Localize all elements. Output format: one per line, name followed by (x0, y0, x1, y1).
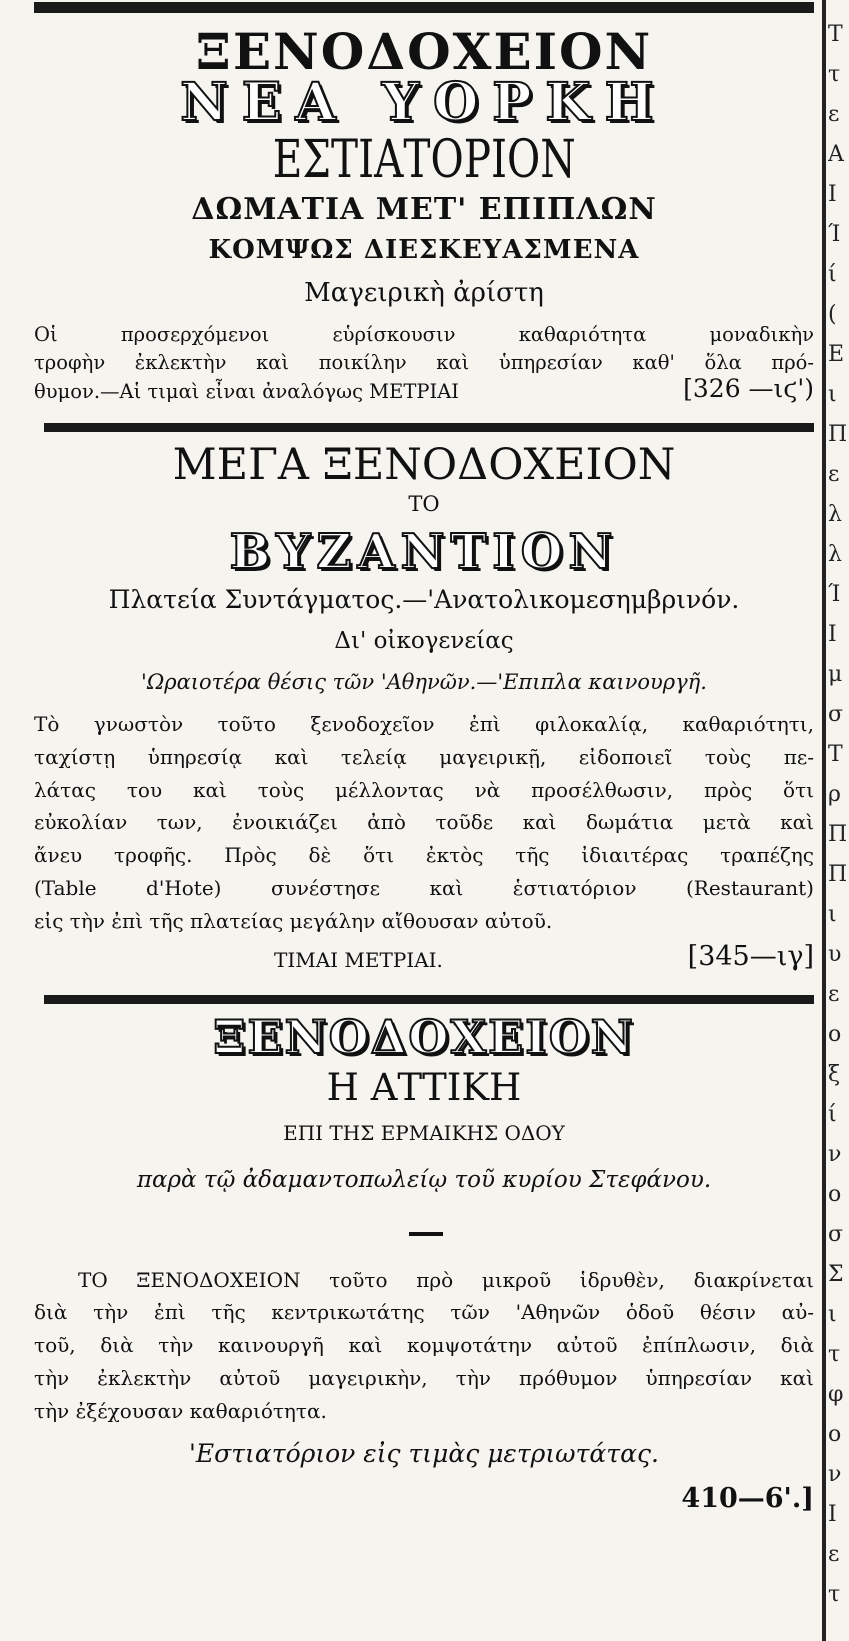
margin-fragment: ε (828, 462, 840, 487)
margin-fragment: Π (828, 862, 848, 887)
margin-fragment: τ (828, 1582, 841, 1607)
ad3-name: Η ΑΤΤΙΚΗ (326, 1066, 522, 1109)
margin-fragment: Ι (828, 1502, 837, 1527)
ad2-body-last: εἰς τὴν ἐπὶ τῆς πλατείας μεγάλην αἴθουσαν αὐτοῦ. (34, 909, 553, 933)
margin-fragment: ε (828, 1542, 840, 1567)
ad1-subtitle: ΕΣΤΙΑΤΟΡΙΟΝ (272, 130, 576, 190)
ad2-families: Δι' οἰκογενείας (334, 628, 514, 654)
ad2-name: ΒΥΖΑΝΤΙΟΝ (229, 524, 619, 580)
ad2-tagline: 'Ωραιοτέρα θέσις τῶν 'Αθηνῶν.—'Επιπλα καινουργῆ. (141, 670, 707, 694)
margin-fragment: ε (828, 102, 840, 127)
divider-rule (44, 995, 814, 1004)
ad2-location: Πλατεία Συντάγματος.—'Ανατολικομεσημβρινόν. (108, 585, 740, 614)
ad3-body-line: τοῦ, διὰ τὴν καινουργῆ καὶ κομψοτάτην αὐτοῦ ἐπίπλωσιν, διὰ (34, 1333, 814, 1357)
margin-fragment: ο (828, 1422, 842, 1447)
ad2-title: ΜΕΓΑ ΞΕΝΟΔΟΧΕΙΟΝ (172, 440, 676, 490)
ad2-body-line: Τὸ γνωστὸν τοῦτο ξενοδοχεῖον ἐπὶ φιλοκαλίᾳ, καθαριότητι, (34, 712, 814, 736)
ad3-title: ΞΕΝΟΔΟΧΕΙΟΝ (213, 1010, 635, 1064)
ad1-body-line: Οἱ προσερχόμενοι εὑρίσκουσιν καθαριότητα μοναδικὴν (34, 323, 814, 346)
margin-fragment: Σ (828, 1262, 844, 1287)
ad1-cuisine: Μαγειρικὴ ἀρίστη (304, 278, 544, 308)
margin-fragment: λ (828, 502, 842, 527)
margin-fragment: λ (828, 542, 842, 567)
ad3-body-line: διὰ τὴν ἐπὶ τῆς κεντρικωτάτης τῶν 'Αθηνῶν ὁδοῦ θέσιν αὐ- (34, 1300, 814, 1324)
ad1-rooms: ΔΩΜΑΤΙΑ ΜΕΤ' ΕΠΙΠΛΩΝ (191, 192, 657, 227)
margin-fragment: Τ (828, 742, 843, 767)
ad3-street: ΕΠΙ ΤΗΣ ΕΡΜΑΙΚΗΣ ΟΔΟΥ (283, 1121, 565, 1145)
ad2-body-line: εὐκολίαν των, ἐνοικιάζει ἀπὸ τοῦδε καὶ δωμάτια μετὰ καὶ (34, 810, 814, 834)
ad3-body-last: τὴν ἐκλεκτὴν αὐτοῦ μαγειρικὴν, τὴν πρόθυμον ὑπηρεσίαν καὶ (34, 1366, 814, 1390)
ad3-near: παρὰ τῷ ἀδαμαντοπωλείῳ τοῦ κυρίου Στεφάνου. (136, 1167, 712, 1193)
column-edge-rule (822, 0, 826, 1641)
margin-fragment: Ε (828, 342, 845, 367)
ad2-prices: ΤΙΜΑΙ ΜΕΤΡΙΑΙ. (274, 948, 443, 972)
ad1-name: ΝΕΑ ΥΟΡΚΗ (180, 72, 668, 133)
margin-fragment: ε (828, 982, 840, 1007)
ad2-body-line: ταχίστῃ ὑπηρεσίᾳ καὶ τελείᾳ μαγειρικῇ, εἰδοποιεῖ τοὺς πε- (34, 745, 814, 769)
margin-fragment: τ (828, 62, 841, 87)
margin-fragment: Ί (828, 222, 841, 247)
margin-fragment: φ (828, 1382, 844, 1407)
short-dash (409, 1232, 443, 1236)
margin-fragment: ι (828, 1302, 837, 1327)
margin-fragment: ο (828, 1182, 842, 1207)
margin-fragment: Α (828, 142, 844, 167)
margin-fragment: σ (828, 702, 844, 727)
margin-fragment: Τ (828, 22, 843, 47)
ad2-body-line: (Table d'Hote) συνέστησε καὶ ἑστιατόριον (Restaurant) (34, 876, 814, 900)
ad3-ref: 410—6'.] (681, 1483, 814, 1514)
margin-fragment: Ί (828, 582, 841, 607)
margin-fragment: μ (828, 662, 843, 687)
divider-rule (44, 423, 814, 432)
top-rule (34, 2, 814, 13)
margin-fragment: ί (828, 1102, 837, 1127)
newspaper-column (34, 0, 814, 1641)
ad1-ref: [326 —ιϛ') (683, 374, 814, 403)
ad3-body-line: ΤΟ ΞΕΝΟΔΟΧΕΙΟΝ τοῦτο πρὸ μικροῦ ἱδρυθὲν, διακρίνεται (78, 1268, 814, 1292)
margin-fragment: Ι (828, 182, 837, 207)
ad2-body-line: λάτας του καὶ τοὺς μέλλοντας νὰ προσέλθωσιν, πρὸς ὅτι (34, 778, 814, 802)
margin-fragment: υ (828, 942, 842, 967)
ad3-body-end: τὴν ἐξέχουσαν καθαριότητα. (34, 1399, 327, 1423)
margin-fragment: ( (828, 302, 837, 327)
margin-fragment: ν (828, 1462, 842, 1487)
margin-fragment: ν (828, 1142, 842, 1167)
margin-fragment: ξ (828, 1062, 841, 1087)
ad1-decorated: ΚΟΜΨΩΣ ΔΙΕΣΚΕΥΑΣΜΕΝΑ (208, 235, 640, 265)
margin-fragment: ι (828, 902, 837, 927)
margin-fragment: τ (828, 1342, 841, 1367)
margin-fragment: Π (828, 822, 848, 847)
ad2-ref: [345—ιγ] (687, 941, 814, 972)
ad1-title: ΞΕΝΟΔΟΧΕΙΟΝ (195, 22, 653, 81)
ad1-body-line: τροφὴν ἐκλεκτὴν καὶ ποικίλην καὶ ὑπηρεσίαν καθ' ὅλα πρό- (34, 351, 814, 374)
ad2-article: ΤΟ (408, 492, 440, 516)
margin-fragment: ί (828, 262, 837, 287)
margin-fragment: ρ (828, 782, 841, 807)
ad3-restaurant: 'Εστιατόριον εἰς τιμὰς μετριωτάτας. (189, 1439, 659, 1468)
ad1-body-last: θυμον.—Αἱ τιμαὶ εἶναι ἀναλόγως ΜΕΤΡΙΑΙ (34, 380, 460, 403)
margin-fragment: σ (828, 1222, 844, 1247)
ad2-body-line: ἄνευ τροφῆς. Πρὸς δὲ ὅτι ἐκτὸς τῆς ἰδιαιτέρας τραπέζης (34, 843, 814, 867)
margin-fragment: Ι (828, 622, 837, 647)
margin-fragment: ι (828, 382, 837, 407)
margin-fragment: ο (828, 1022, 842, 1047)
margin-fragment: Π (828, 422, 848, 447)
